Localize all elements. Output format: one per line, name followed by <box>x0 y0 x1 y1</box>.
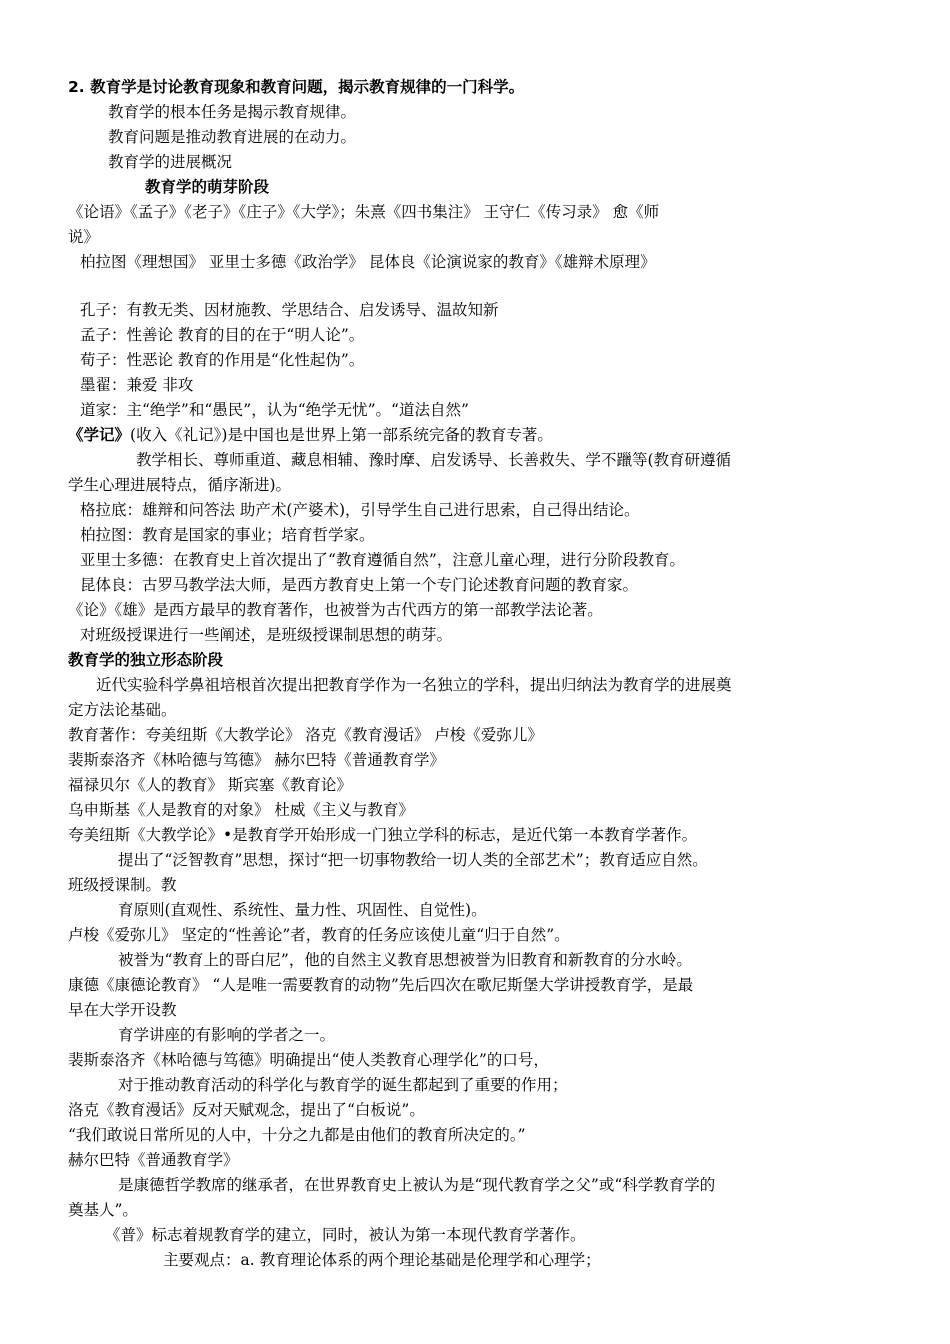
text-line: 裴斯泰洛齐《林哈德与笃德》明确提出“使人类教育心理学化”的口号， <box>68 1051 549 1069</box>
text-line-xueji <box>68 424 553 446</box>
text-line: 格拉底：雄辩和问答法 助产术(产婆术)，引导学生自己进行思索，自己得出结论。 <box>80 501 640 519</box>
text-line: 被誉为“教育上的哥白尼”，他的自然主义教育思想被誉为旧教育和新教育的分水岭。 <box>118 951 692 969</box>
text-line: 学生心理进展特点，循序渐进)。 <box>68 476 292 494</box>
text-line: 荀子：性恶论 教育的作用是“化性起伪”。 <box>80 351 365 369</box>
text-line: 是康德哲学教席的继承者，在世界教育史上被认为是“现代教育学之父”或“科学教育学的 <box>118 1176 716 1194</box>
subheading-sprout-stage: 教育学的萌芽阶段 <box>145 178 270 196</box>
text-line: 柏拉图：教育是国家的事业；培育哲学家。 <box>80 526 375 544</box>
text-line: 早在大学开设教 <box>68 1001 177 1019</box>
text-line: 墨翟：兼爱 非攻 <box>80 376 194 394</box>
text-line: 孔子：有教无类、因材施教、学思结合、启发诱导、温故知新 <box>80 301 499 319</box>
text-line: 福禄贝尔《人的教育》 斯宾塞《教育论》 <box>68 776 352 794</box>
text-line: 《论》《雄》是西方最早的教育著作，也被誉为古代西方的第一部教学法论著。 <box>68 601 603 619</box>
text-line: 近代实验科学鼻祖培根首次提出把教育学作为一名独立的学科，提出归纳法为教育学的进展奠 <box>96 676 732 694</box>
text-line: 夸美纽斯《大教学论》•是教育学开始形成一门独立学科的标志，是近代第一本教育学著作。 <box>68 826 698 844</box>
text-line: 班级授课制。教 <box>68 876 177 894</box>
text-line: 昆体良：古罗马教学法大师，是西方教育史上第一个专门论述教育问题的教育家。 <box>80 576 639 594</box>
text-line: 教育学的进展概况 <box>108 153 233 171</box>
text-line: 定方法论基础。 <box>68 701 177 719</box>
text-line: 乌申斯基《人是教育的对象》 杜威《主义与教育》 <box>68 801 414 819</box>
text-line: 提出了“泛智教育”思想，探讨“把一切事物教给一切人类的全部艺术”；教育适应自然。 <box>118 851 708 869</box>
text-line: 育原则(直观性、系统性、量力性、巩固性、自觉性)。 <box>118 901 487 919</box>
text-line: 裴斯泰洛齐《林哈德与笃德》 赫尔巴特《普通教育学》 <box>68 751 445 769</box>
text-line: 卢梭《爱弥儿》 坚定的“性善论”者，教育的任务应该使儿童“归于自然”。 <box>68 926 570 944</box>
text-line: 《普》标志着规教育学的建立，同时，被认为第一本现代教育学著作。 <box>105 1226 586 1244</box>
text-line: 奠基人”。 <box>68 1201 138 1219</box>
text-line: 亚里士多德：在教育史上首次提出了“教育遵循自然”，注意儿童心理，进行分阶段教育。 <box>80 551 685 569</box>
xueji-title: 《学记》 <box>68 426 131 444</box>
text-line: 教育著作：夸美纽斯《大教学论》 洛克《教育漫话》 卢梭《爱弥儿》 <box>68 726 543 744</box>
text-line: 《论语》《孟子》《老子》《庄子》《大学》；朱熹《四书集注》 王守仁《传习录》 愈《师 <box>68 203 660 221</box>
text-line: 教育学的根本任务是揭示教育规律。 <box>108 103 357 121</box>
text-line: 赫尔巴特《普通教育学》 <box>68 1151 239 1169</box>
text-line: 说》 <box>68 228 100 246</box>
text-line: “我们敢说日常所见的人中，十分之九都是由他们的教育所决定的。” <box>68 1126 526 1144</box>
xueji-description: (收入《礼记》)是中国也是世界上第一部系统完备的教育专著。 <box>130 426 553 444</box>
text-line: 育学讲座的有影响的学者之一。 <box>118 1026 336 1044</box>
text-line: 对于推动教育活动的科学化与教育学的诞生都起到了重要的作用； <box>118 1076 568 1094</box>
section-heading-definition: 2. 教育学是讨论教育现象和教育问题，揭示教育规律的一门科学。 <box>68 78 525 96</box>
text-line: 对班级授课进行一些阐述，是班级授课制思想的萌芽。 <box>80 626 453 644</box>
subheading-independent-stage: 教育学的独立形态阶段 <box>68 651 224 669</box>
text-line: 教育问题是推动教育进展的在动力。 <box>108 128 357 146</box>
text-line: 道家：主“绝学”和“愚民”，认为“绝学无忧”。“道法自然” <box>80 401 469 419</box>
text-line: 柏拉图《理想国》 亚里士多德《政治学》 昆体良《论演说家的教育》《雄辩术原理》 <box>80 253 656 271</box>
text-line: 教学相长、尊师重道、藏息相辅、豫时摩、启发诱导、长善救失、学不躐等(教育研遵循 <box>136 451 732 469</box>
text-line: 康德《康德论教育》 “人是唯一需要教育的动物”先后四次在歌尼斯堡大学讲授教育学，是最 <box>68 976 694 994</box>
text-line: 主要观点：a. 教育理论体系的两个理论基础是伦理学和心理学； <box>163 1251 601 1269</box>
text-line: 洛克《教育漫话》反对天赋观念，提出了“白板说”。 <box>68 1101 425 1119</box>
text-line: 孟子：性善论 教育的目的在于“明人论”。 <box>80 326 365 344</box>
